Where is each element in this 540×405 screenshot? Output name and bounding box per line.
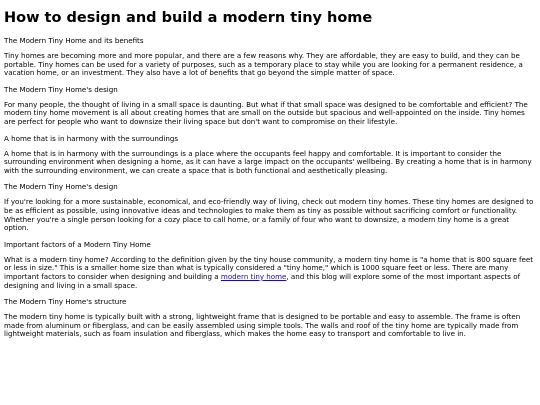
section-heading-structure: The Modern Tiny Home's structure: [4, 297, 127, 307]
factors-text-before-link: What is a modern tiny home? According to the definition given by the tiny house community, a modern tiny home is "a home that is 800 square feet or less in size." This is a smaller home size than what is typically considered a "tiny home," which is 1000 square feet or less. There are many important factors to consider when designing and building a: [4, 254, 533, 281]
section-heading-benefits: The Modern Tiny Home and its benefits: [4, 36, 144, 45]
section-heading-design-2: The Modern Tiny Home's design: [4, 182, 118, 192]
section-text-design-2: If you're looking for a more sustainable, economical, and eco-friendly way of living, check out modern tiny homes. These tiny homes are designed to be as efficient as possible, using innovative ideas and technologies to make them as tiny as possible without sacrificing comfort or functionality. Whether you're a single person looking for a cozy place to call home, or a family of four who want to downsize, a modern tiny home is a great option.: [4, 197, 534, 233]
section-heading-harmony: A home that is in harmony with the surroundings: [4, 133, 179, 143]
page-title: How to design and build a modern tiny home: [4, 10, 373, 26]
section-text-harmony: A home that is in harmony with the surroundings is a place where the occupants feel happy and comfortable. It is important to consider the surrounding environment when designing a home, as it can have a large impact on the occupants' wellbeing. By creating a home that is in harmony with the surrounding environment, we can create a space that is both functional and aesthetically pleasing.: [4, 148, 532, 175]
section-text-structure: The modern tiny home is typically built with a strong, lightweight frame that is designed to be portable and easy to assemble. The frame is often made from aluminum or fiberglass, and can be easily assembled using simple tools. The walls and roof of the tiny home are typically made from lightweight materials, such as foam insulation and fiberglass, which makes the home easy to transport and comfortable to live in.: [4, 312, 521, 339]
modern-tiny-home-link[interactable]: modern tiny home: [220, 271, 287, 281]
section-text-factors: [4, 256, 536, 290]
section-heading-factors: Important factors of a Modern Tiny Home: [4, 239, 151, 249]
section-text-design: For many people, the thought of living in a small space is daunting. But what if that small space was designed to be comfortable and efficient? The modern tiny home movement is all about creating homes that are small on the outside but spacious and well-appointed on the inside. Tiny homes are perfect for people who want to downsize their living space but don't want to compromise on their lifestyle.: [4, 99, 528, 126]
section-heading-design: The Modern Tiny Home's design: [4, 84, 118, 94]
section-text-benefits: Tiny homes are becoming more and more popular, and there are a few reasons why. They are affordable, they are easy to build, and they can be portable. Tiny homes can be used for a variety of purposes, such as a temporary place to stay while you are looking for a permanent residence, a vacation home, or an investment. They also have a lot of benefits that go beyond the simple matter of space.: [4, 51, 523, 78]
factors-text-after-link: , and this blog will explore some of the most important aspects of designing and living in a small space.: [4, 271, 521, 290]
